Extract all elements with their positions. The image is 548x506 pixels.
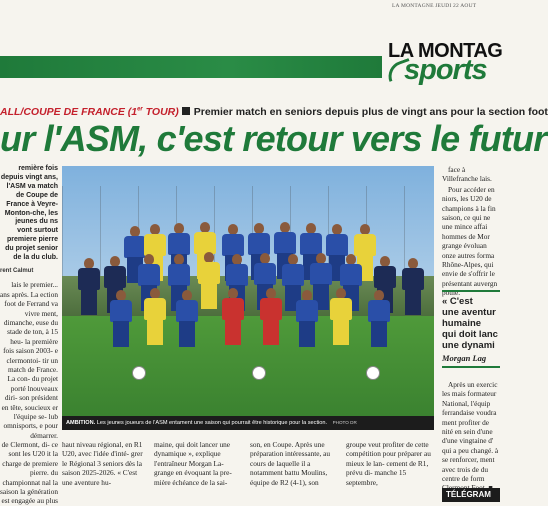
body-paragraph: Après un exercic les mais formateur National, l'équip ferrandaise voudra ment profiter de nité en sein d'une d'une vingtaine d' qui a peu changé. à se renforcer, ment avec trois de du centre de form — [442, 380, 499, 484]
right-column — [442, 165, 500, 299]
football-icon — [132, 366, 146, 380]
caption-lead: AMBITION. — [66, 420, 96, 426]
masthead-title: LA MONTAG — [388, 40, 503, 62]
pull-quote-line: « C'est — [442, 296, 473, 307]
pull-quote-line: une aventur — [442, 307, 496, 318]
right-column-continued — [442, 380, 500, 493]
masthead — [384, 40, 503, 88]
football-icon — [366, 366, 380, 380]
team-photo — [62, 166, 434, 430]
pull-quote-line: une dynami — [442, 340, 495, 351]
body-paragraph: face à Villefranche lais. — [442, 165, 492, 184]
pull-quote-line: qui doit lanc — [442, 329, 498, 340]
square-bullet-icon — [182, 107, 190, 115]
bottom-column-left: de Clermont, di- ce sont les U20 it la charge de premiere pierre. du championnat nal la saison la génération est engagée au plus — [0, 440, 58, 506]
photo-caption — [62, 416, 434, 430]
bottom-column: groupe veut profiter de cette compétition pour préparer au mieux le lan- cement de R1, prévu di- manche 15 septembre, — [346, 440, 431, 487]
pull-quote-author: Morgan Lag — [442, 353, 487, 363]
pull-quote-line: humaine — [442, 318, 482, 329]
bottom-column: maine, qui doit lancer une dynamique », explique l'entraîneur Morgan La- grange en évoquant la pre- mière échéance de la sai- — [154, 440, 232, 487]
byline: rent Calmut — [0, 267, 34, 274]
left-column — [0, 165, 58, 441]
pull-quote — [442, 290, 500, 368]
bottom-column: son, en Coupe. Après une préparation intéressante, au cours de laquelle il a notamment battu Moulins, équipe de R2 (4-1), son — [250, 440, 331, 487]
football-icon — [252, 366, 266, 380]
bottom-column: haut niveau régional, en R1 U20, avec l'idée d'inté- grer le Régional 3 seniors dès la saison 2025-2026. « C'est une aventure hu- — [62, 440, 143, 487]
lead-paragraph: remière fois depuis vingt ans, l'ASM va match de Coupe de France à Veyre-Monton-che, les jeunes du ns vont surtout premiere pierre du projet senior de la du club. — [0, 165, 58, 262]
running-head — [0, 0, 500, 12]
photo-credit: PHOTO DR — [332, 420, 357, 425]
masthead-section: sports — [404, 54, 487, 86]
telegram-box-header: TÉLÉGRAM — [442, 488, 500, 502]
body-paragraph: lais le premier... ans après. La ection foot de Ferrand va vivre ment, dimanche, euse du stade de ton, à 15 heu- la première fois saison 2003- e clermontoi- tir un match de France. La con- du projet porté lnouveaux diri- son président en tête, soucieux er l'équipe se- lub omnisports, e pour démarrer. — [0, 280, 58, 440]
kicker-category: ALL/COUPE DE FRANCE (1er TOUR) — [0, 106, 179, 118]
running-head-text: LA MONTAGNE JEUDI 22 AOUT — [392, 3, 477, 9]
body-paragraph: Pour accéder en niors, les U20 de champions à la fin saison, ce qui ne une mince affai hommes de Mor grange évoluan onze autres forma Rhône-Alpes, qui envie de s'offrir le présentant auvergn poule. — [442, 184, 498, 298]
section-banner — [0, 56, 382, 78]
caption-text: Les jeunes joueurs de l'ASM entament une saison qui pourrait être historique pour la section. — [96, 420, 328, 426]
kicker-summary: Premier match en seniors depuis plus de vingt ans pour la section foot — [193, 106, 548, 118]
headline: ur l'ASM, c'est retour vers le futur — [0, 118, 547, 159]
